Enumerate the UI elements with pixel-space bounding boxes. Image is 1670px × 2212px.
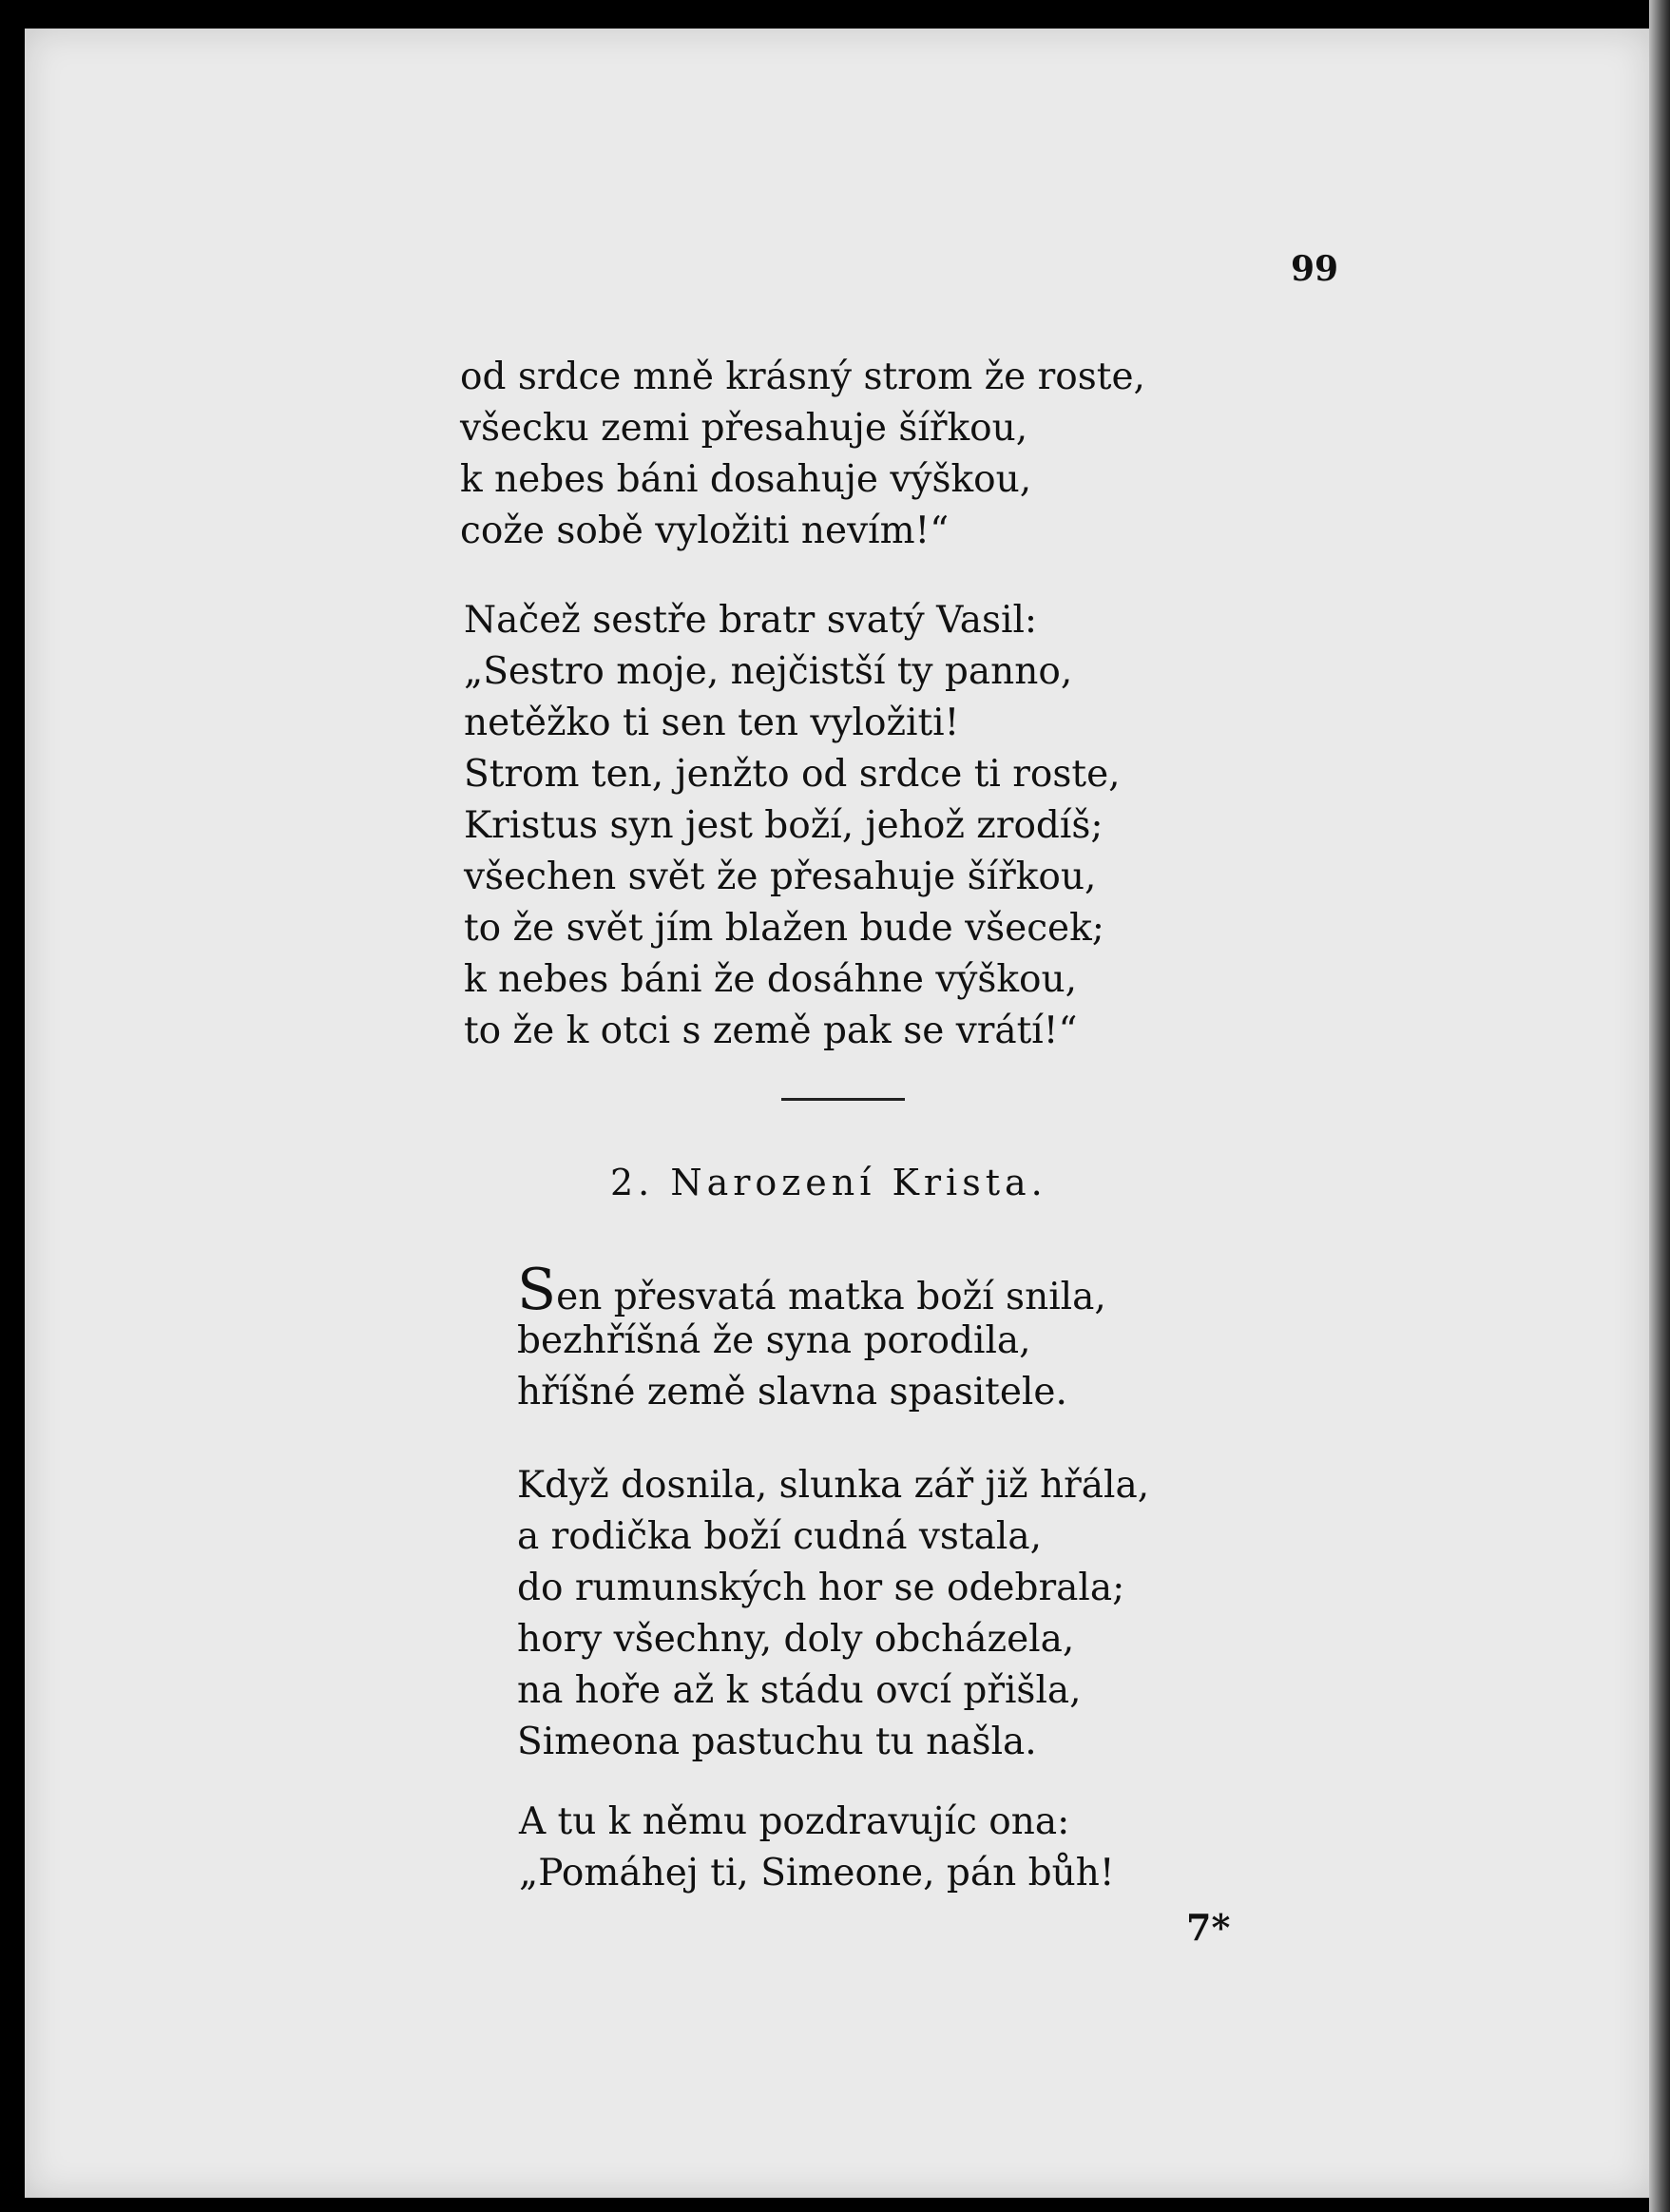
verse-line: k nebes báni že dosáhne výškou, <box>464 958 1078 1001</box>
verse-line-first <box>517 1257 1106 1323</box>
verse-line: hory všechny, doly obcházela, <box>517 1618 1075 1661</box>
verse-line: to že k otci s země pak se vrátí!“ <box>464 1010 1078 1052</box>
verse-line: A tu k němu pozdravujíc ona: <box>519 1800 1070 1843</box>
verse-line: to že svět jím blažen bude všecek; <box>464 907 1104 950</box>
verse-line: Načež sestře bratr svatý Vasil: <box>464 599 1038 642</box>
verse-line: netěžko ti sen ten vyložiti! <box>464 702 960 744</box>
section-divider <box>781 1098 905 1101</box>
printer-signature: 7* <box>1186 1906 1231 1949</box>
verse-line: „Sestro moje, nejčistší ty panno, <box>464 650 1073 693</box>
verse-line: Strom ten, jenžto od srdce ti roste, <box>464 753 1121 796</box>
stanza-4 <box>517 1460 1149 1768</box>
stanza-3 <box>517 1257 1106 1418</box>
verse-line: k nebes báni dosahuje výškou, <box>460 458 1032 501</box>
stanza-5 <box>519 1797 1115 1899</box>
verse-line: hříšné země slavna spasitele. <box>517 1371 1067 1414</box>
page-edge <box>1649 0 1670 2212</box>
verse-line: na hoře až k stádu ovcí přišla, <box>517 1669 1082 1712</box>
verse-line: Kristus syn jest boží, jehož zrodíš; <box>464 804 1104 847</box>
page-number: 99 <box>1291 249 1339 289</box>
verse-line-rest: en přesvatá matka boží snila, <box>556 1276 1106 1318</box>
verse-line: všechen svět že přesahuje šířkou, <box>464 856 1097 898</box>
verse-line: Simeona pastuchu tu našla. <box>517 1721 1037 1763</box>
verse-line: do rumunských hor se odebrala; <box>517 1567 1125 1609</box>
section-title: 2. Narození Krista. <box>610 1162 1047 1203</box>
verse-line: a rodička boží cudná vstala, <box>517 1515 1042 1558</box>
verse-line: cože sobě vyložiti nevím!“ <box>460 510 950 552</box>
verse-line: od srdce mně krásný strom že roste, <box>460 356 1145 398</box>
verse-line: všecku zemi přesahuje šířkou, <box>460 407 1028 450</box>
stanza-1 <box>460 352 1145 557</box>
verse-line: Když dosnila, slunka zář již hřála, <box>517 1464 1150 1507</box>
verse-line: bezhříšná že syna porodila, <box>517 1319 1031 1362</box>
drop-cap: S <box>517 1257 557 1323</box>
verse-line: „Pomáhej ti, Simeone, pán bůh! <box>519 1852 1115 1895</box>
stanza-2 <box>464 595 1121 1057</box>
